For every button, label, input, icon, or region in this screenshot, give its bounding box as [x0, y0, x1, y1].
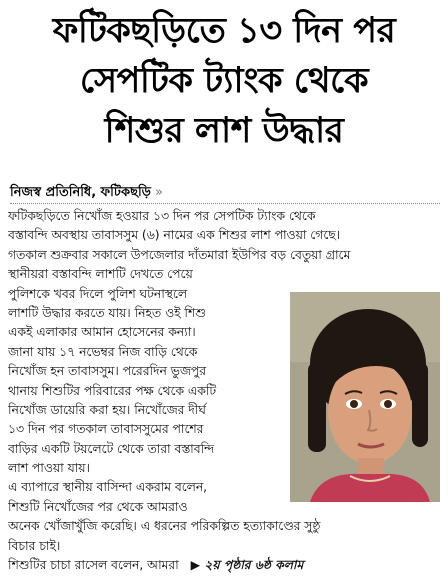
byline-divider — [10, 203, 440, 204]
body-line: শিশুটি নিখোঁজের পর থেকে আমরাও — [8, 499, 188, 514]
child-photo — [290, 292, 440, 502]
headline — [10, 6, 438, 156]
body-line: নিখোঁজ ডায়েরি করা হয়। নিখোঁজের দীর্ঘ — [8, 402, 206, 417]
body-line: অনেক খোঁজাখুঁজি করেছি। এ ধরনের পরিকল্পিত হত্যাকাণ্ডের সুষ্ঠু — [8, 519, 321, 534]
body-line: পুলিশকে খবর দিলে পুলিশ ঘটনাস্থলে — [8, 286, 187, 301]
headline-line-3: শিশুর লাশ উদ্ধার — [104, 111, 344, 151]
body-last-line — [8, 556, 442, 575]
body-line: স্থানীয়রা বস্তাবন্দি লাশটি দেখতে পেয়ে — [8, 267, 193, 282]
body-line: লাশ পাওয়া যায়। — [8, 461, 90, 476]
body-line: নিখোঁজ হন তাবাসসুম। পরেরদিন ভুজপুর — [8, 364, 206, 379]
body-line: ১৩ দিন পর গতকাল তাবাসসুমের পাশের — [8, 422, 204, 437]
body-line: জানা যায় ১৭ নভেম্বর নিজ বাড়ি থেকে — [8, 344, 198, 359]
body-line: থানায় শিশুটির পরিবারের পক্ষ থেকে একটি — [8, 383, 217, 398]
body-line: একই এলাকার আমান হোসেনের কন্যা। — [8, 325, 196, 340]
headline-line-1: ফটিকছড়িতে ১৩ দিন পর — [52, 11, 396, 51]
body-line: বিচার চাই। — [8, 538, 61, 553]
byline-text: নিজস্ব প্রতিনিধি, ফটিকছড়ি — [10, 185, 151, 200]
headline-line-2: সেপটিক ট্যাংক থেকে — [79, 61, 369, 101]
child-portrait — [290, 292, 440, 502]
body-line: ফটিকছড়িতে নিখোঁজ হওয়ার ১৩ দিন পর সেপটিক ট্যাংক থেকে — [8, 209, 316, 223]
body-line: বাড়ির একটি টয়লেটে থেকে তারা বস্তাবন্দি — [8, 441, 214, 456]
chevron-icon: » — [154, 185, 163, 200]
body-line: বস্তাবন্দি অবস্থায় তাবাসসুম (৬) নামের এক শিশুর লাশ পাওয়া গেছে। — [8, 228, 341, 243]
continuation-jump — [191, 558, 304, 572]
body-line: এ ব্যাপারে স্থানীয় বাসিন্দা একরাম বলেন, — [8, 480, 208, 495]
byline — [10, 183, 163, 204]
body-line: গতকাল শুক্রবার সকালে উপজেলার দাঁতমারা ইউপির বড় বেতুয়া গ্রামে — [8, 247, 351, 262]
body-line: লাশটি উদ্ধার করতে যায়। নিহত ওই শিশু — [8, 305, 206, 320]
jump-text: ২য় পৃষ্ঠার ৬ষ্ঠ কলাম — [204, 558, 304, 573]
body-last-text: শিশুটির চাচা রাসেল বলেন, আমরা — [8, 558, 179, 573]
triangle-right-icon: ▶ — [190, 558, 201, 573]
